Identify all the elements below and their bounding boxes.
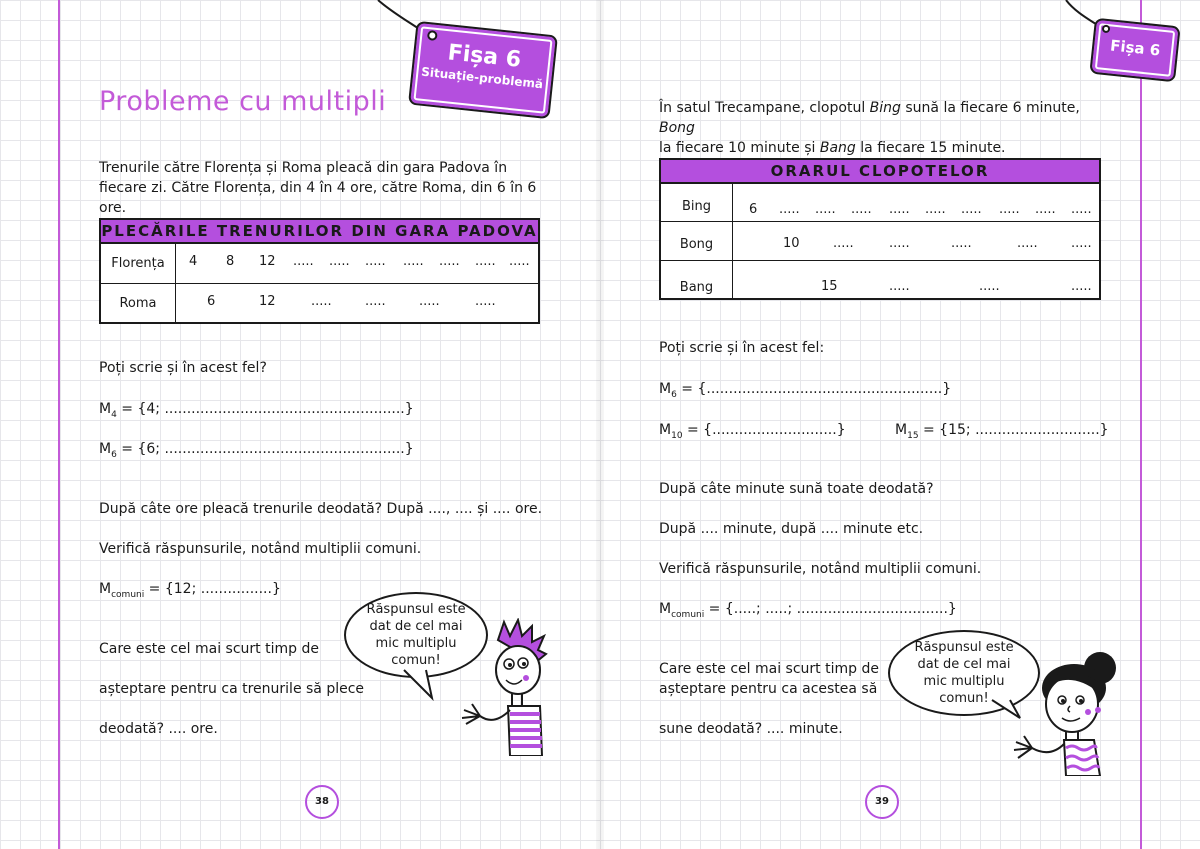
set-subscript: 15 [907, 430, 919, 441]
cell: ..... [439, 254, 460, 269]
worksheet-tag [1089, 18, 1180, 83]
question-5-line-1: Care este cel mai scurt timp de [659, 661, 879, 677]
cell: ..... [961, 202, 982, 217]
cell: ..... [475, 254, 496, 269]
set-label: M [659, 422, 672, 438]
cell: ..... [889, 236, 910, 251]
cell: ..... [951, 236, 972, 251]
bell-name: Bang [819, 140, 856, 156]
page-number: 39 [865, 785, 899, 819]
bubble-tail [400, 668, 440, 702]
cell: ..... [1071, 202, 1092, 217]
question-2: După câte ore pleacă trenurile deodată? După ...., .... și .... ore. [99, 501, 543, 517]
cell: ..... [365, 254, 386, 269]
tag-subtitle: Situație-problemă [420, 64, 544, 92]
question-4-line-1: Care este cel mai scurt timp de [99, 641, 319, 657]
question-4-line-2: așteptare pentru ca trenurile să plece [99, 681, 365, 697]
multiples-of-10 [659, 420, 846, 446]
cell: 8 [226, 254, 235, 269]
girl-illustration [1010, 648, 1124, 776]
train-departures-table [99, 218, 540, 324]
intro-part: la fiecare 15 minute. [855, 140, 1006, 156]
set-subscript: comuni [671, 609, 705, 620]
cell: ..... [1071, 279, 1092, 294]
set-value: = {6; ......................................................} [116, 441, 414, 457]
bubble-text: Răspunsul este dat de cel mai mic multiplu comun! [914, 640, 1014, 706]
cell: 12 [259, 294, 276, 309]
set-label: M [659, 381, 672, 397]
intro-part: la fiecare 10 minute și [659, 140, 820, 156]
tag-title: Fișa 6 [1109, 36, 1162, 60]
bubble-text: Răspunsul este dat de cel mai mic multiplu comun! [366, 602, 466, 668]
page-title: Probleme cu multipli [99, 86, 387, 117]
cell: ..... [833, 236, 854, 251]
set-value: = {.....................................................} [676, 381, 952, 397]
question-4-line-3: deodată? .... ore. [99, 721, 218, 737]
cell: ..... [779, 202, 800, 217]
question-5-line-3: sune deodată? .... minute. [659, 721, 843, 737]
cell: 10 [783, 236, 800, 251]
multiples-of-6 [99, 439, 414, 465]
set-value: = {.....; .....; ..................................} [704, 601, 957, 617]
table-row-florenta [101, 244, 538, 284]
question-1: Poți scrie și în acest fel: [659, 340, 825, 356]
cell: ..... [419, 294, 440, 309]
table-title: PLECĂRILE TRENURILOR DIN GARA PADOVA [101, 220, 538, 244]
set-subscript: 4 [111, 409, 117, 420]
cell: 6 [749, 202, 758, 217]
cell: ..... [925, 202, 946, 217]
cell: ..... [889, 279, 910, 294]
cell: ..... [851, 202, 872, 217]
bell-name: Bong [659, 120, 695, 136]
cell: 15 [821, 279, 838, 294]
question-4: Verifică răspunsurile, notând multiplii comuni. [659, 561, 982, 577]
multiples-of-15 [895, 420, 1109, 446]
cell: ..... [889, 202, 910, 217]
question-2: După câte minute sună toate deodată? [659, 481, 934, 497]
multiples-of-4 [99, 399, 414, 425]
row-label: Bong [679, 237, 714, 252]
bell-name: Bing [869, 100, 901, 116]
cell: ..... [1035, 202, 1056, 217]
row-label: Roma [119, 296, 157, 311]
set-label: M [659, 601, 672, 617]
set-subscript: 6 [111, 449, 117, 460]
set-value: = {15; ............................} [918, 422, 1109, 438]
cell: 6 [207, 294, 216, 309]
cell: ..... [1071, 236, 1092, 251]
multiples-of-6 [659, 379, 951, 405]
cell: ..... [475, 294, 496, 309]
bell-schedule-table [659, 158, 1101, 300]
table-row-roma [101, 284, 538, 323]
set-value: = {............................} [682, 422, 846, 438]
left-margin-line [58, 0, 60, 849]
set-subscript: 10 [671, 430, 683, 441]
cell: ..... [329, 254, 350, 269]
set-label: M [895, 422, 908, 438]
book-gutter [596, 0, 604, 849]
page-number: 38 [305, 785, 339, 819]
cell: ..... [293, 254, 314, 269]
intro-text [659, 98, 1104, 158]
question-3: După .... minute, după .... minute etc. [659, 521, 924, 537]
set-label: M [99, 401, 112, 417]
common-multiples [99, 579, 281, 605]
column-separator [175, 244, 176, 283]
tag-title: Fișa 6 [446, 40, 523, 73]
cell: ..... [365, 294, 386, 309]
question-5-line-2: așteptare pentru ca acestea să [659, 681, 878, 697]
column-separator [175, 284, 176, 323]
cell: 4 [189, 254, 198, 269]
row-label: Bang [679, 280, 714, 295]
cell: ..... [815, 202, 836, 217]
question-1: Poți scrie și în acest fel? [99, 360, 267, 376]
set-value: = {4; ......................................................} [116, 401, 414, 417]
cell: ..... [999, 202, 1020, 217]
common-multiples [659, 599, 957, 625]
set-value: = {12; ................} [144, 581, 281, 597]
row-label: Florența [111, 256, 165, 271]
table-row-bong [661, 222, 1099, 261]
cell: ..... [979, 279, 1000, 294]
right-margin-line [1140, 0, 1142, 849]
cell: ..... [1017, 236, 1038, 251]
table-title: ORARUL CLOPOTELOR [661, 160, 1099, 184]
set-subscript: comuni [111, 589, 145, 600]
row-label: Bing [681, 199, 712, 214]
worksheet-tag [408, 21, 558, 119]
intro-part: În satul Trecampane, clopotul [659, 100, 870, 116]
boy-illustration [458, 618, 550, 756]
table-row-bing [661, 184, 1099, 222]
set-label: M [99, 441, 112, 457]
set-label: M [99, 581, 112, 597]
question-3: Verifică răspunsurile, notând multiplii comuni. [99, 541, 422, 557]
cell: ..... [509, 254, 530, 269]
cell: 12 [259, 254, 276, 269]
tag-hole [1102, 24, 1111, 33]
intro-text: Trenurile către Florența și Roma pleacă din gara Padova în fiecare zi. Către Florența, din 4 în 4 ore, către Roma, din 6 în 6 ore. [99, 160, 537, 216]
intro-part: sună la fiecare 6 minute, [900, 100, 1080, 116]
table-row-bang [661, 261, 1099, 299]
cell: ..... [311, 294, 332, 309]
set-subscript: 6 [671, 389, 677, 400]
cell: ..... [403, 254, 424, 269]
